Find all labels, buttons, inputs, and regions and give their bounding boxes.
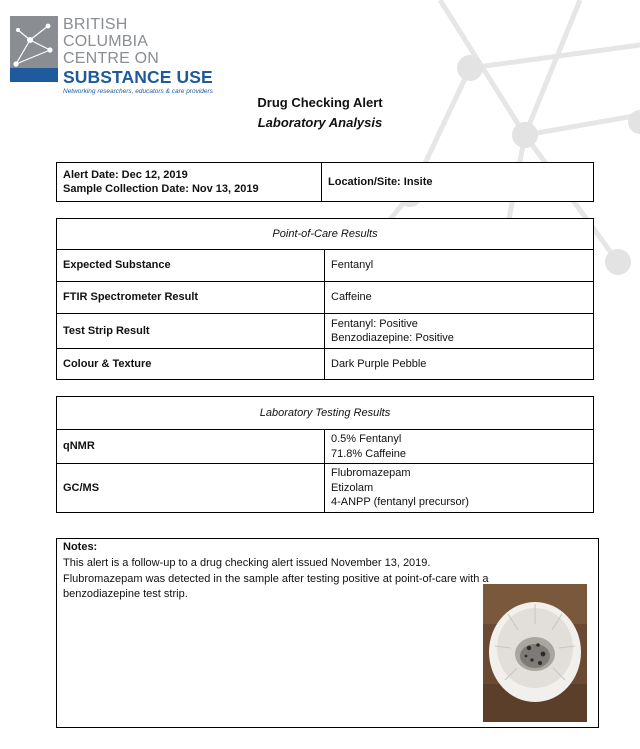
point-of-care-results-table xyxy=(56,218,594,380)
value-line: Caffeine xyxy=(331,291,372,304)
value-line: Fentanyl: Positive xyxy=(331,317,418,330)
value-line: 0.5% Fentanyl xyxy=(331,433,402,445)
lab-heading: Laboratory Testing Results xyxy=(57,397,594,430)
poc-value-test-strip xyxy=(325,314,594,349)
poc-label-ftir: FTIR Spectrometer Result xyxy=(57,282,325,314)
logo-line-2: CENTRE ON xyxy=(63,50,160,67)
logo-network-mark xyxy=(10,16,58,82)
value-line: Flubromazepam xyxy=(331,467,411,479)
poc-label-colour-texture: Colour & Texture xyxy=(57,349,325,380)
lab-value-qnmr xyxy=(325,430,594,464)
alert-info-table xyxy=(56,162,594,202)
page-subtitle: Laboratory Analysis xyxy=(257,115,383,130)
alert-date: Alert Date: Dec 12, 2019 xyxy=(63,168,188,181)
sample-photo xyxy=(483,584,587,722)
notes-text xyxy=(63,556,533,603)
location-site: Location/Site: Insite xyxy=(322,163,594,202)
poc-heading: Point-of-Care Results xyxy=(57,219,594,250)
logo-tagline: Networking researchers, educators & care providers xyxy=(63,88,213,95)
notes-label: Notes: xyxy=(63,541,98,553)
notes-box xyxy=(56,538,599,728)
value-line: Benzodiazepine: Positive xyxy=(331,332,454,344)
value-line: 4-ANPP (fentanyl precursor) xyxy=(331,496,469,508)
poc-value-ftir xyxy=(325,282,594,314)
poc-label-test-strip: Test Strip Result xyxy=(57,314,325,349)
logo-line-3: SUBSTANCE USE xyxy=(63,67,213,87)
sample-collection-date: Sample Collection Date: Nov 13, 2019 xyxy=(63,183,259,195)
bccsu-logo xyxy=(10,16,213,95)
lab-label-qnmr: qNMR xyxy=(57,430,325,464)
poc-label-expected-substance: Expected Substance xyxy=(57,250,325,282)
value-line: Dark Purple Pebble xyxy=(331,357,427,370)
value-line: 71.8% Caffeine xyxy=(331,447,407,460)
value-line: Fentanyl xyxy=(331,259,374,272)
poc-value-colour-texture xyxy=(325,349,594,380)
laboratory-testing-results-table xyxy=(56,396,594,513)
alert-dates-cell xyxy=(57,163,322,202)
logo-line-1: BRITISH COLUMBIA xyxy=(63,16,149,50)
page-title: Drug Checking Alert xyxy=(257,95,383,110)
lab-value-gcms xyxy=(325,464,594,513)
notes-line: This alert is a follow-up to a drug checking alert issued November 13, 2019. xyxy=(63,557,431,569)
poc-value-expected-substance xyxy=(325,250,594,282)
notes-line: Flubromazepam was detected in the sample after testing positive at point-of-care with a benzodiazepine test strip. xyxy=(63,572,489,600)
lab-label-gcms: GC/MS xyxy=(57,464,325,513)
value-line: Etizolam xyxy=(331,481,374,494)
